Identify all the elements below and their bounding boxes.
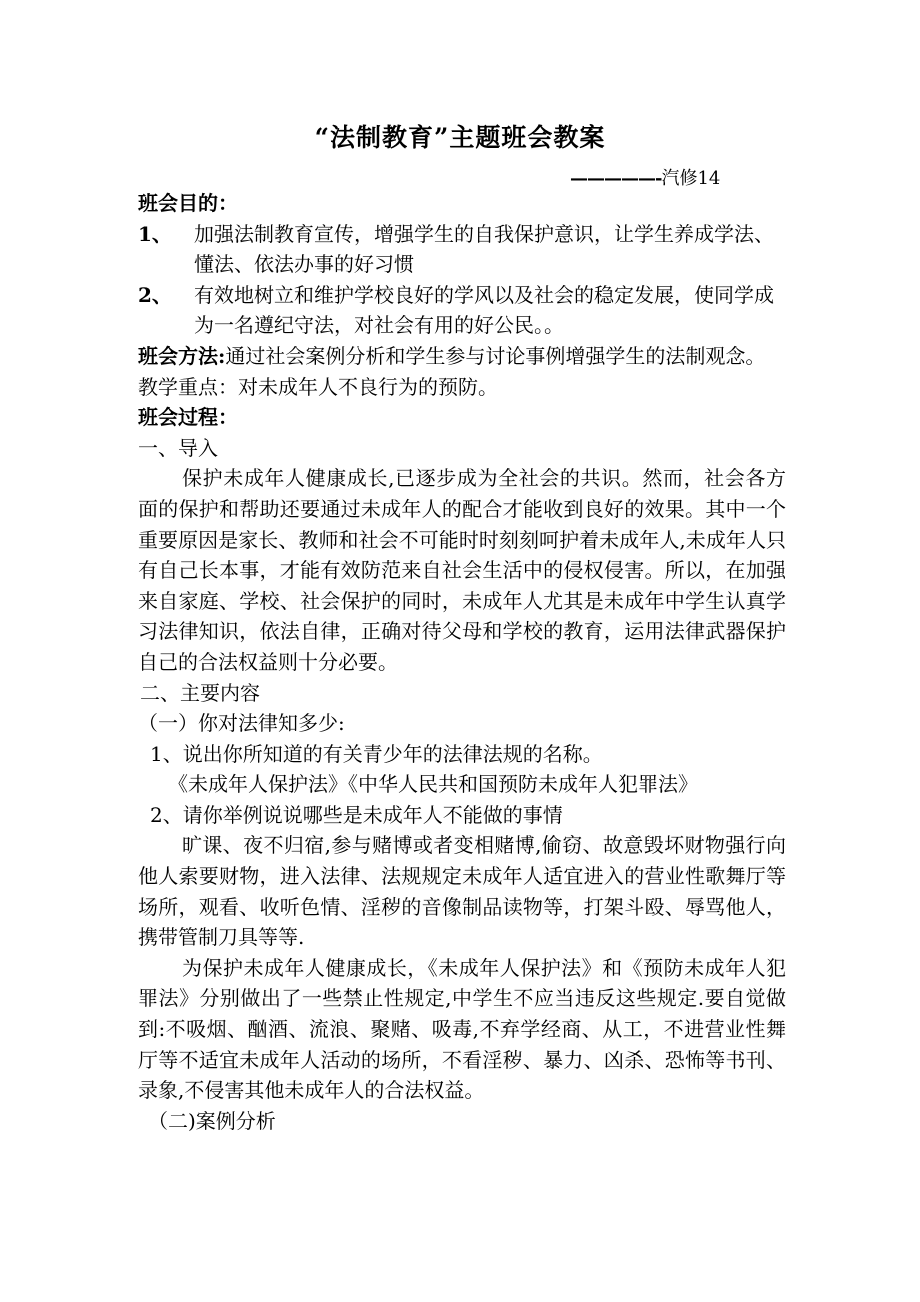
question-2-answer: 旷课、夜不归宿,参与赌博或者变相赌博,偷窃、故意毁坏财物强行向他人索要财物，进入法律、法规规定未成年人适宜进入的营业性歌舞厅等场所，观看、收听色情、淫秽的音像制品读物等，打架斗殴、辱骂他人，携带管制刀具等等.	[138, 833, 786, 950]
protect-paragraph: 为保护未成年人健康成长，《未成年人保护法》和《预防未成年人犯罪法》分别做出了一些禁止性规定,中学生不应当违反这些规定.要自觉做到:不吸烟、酗酒、流浪、聚赌、吸毒,不弃学经商、从工，不进营业性舞厅等不适宜未成年人活动的场所，不看淫秽、暴力、凶杀、恐怖等书刊、录象,不侵害其他未成年人的合法权益。	[138, 955, 786, 1103]
question-1-answer: 《未成年人保护法》《中华人民共和国预防未成年人犯罪法》	[168, 772, 698, 797]
question-1: 1、说出你所知道的有关青少年的法律法规的名称。	[150, 741, 603, 766]
author-dash: —————-	[570, 168, 662, 189]
author-class: 汽修14	[661, 168, 721, 189]
intro-heading: 一、导入	[138, 435, 218, 460]
purpose-item-1-num: 1、	[138, 221, 172, 246]
method-paragraph	[138, 341, 786, 372]
intro-paragraph: 保护未成年人健康成长,已逐步成为全社会的共识。然而，社会各方面的保护和帮助还要通过未成年人的配合才能收到良好的效果。其中一个重要原因是家长、教师和社会不可能时时刻刻呵护着未成年人,未成年人只有自己长本事，才能有效防范来自社会生活中的侵权侵害。所以，在加强来自家庭、学校、社会保护的同时，未成年人尤其是未成年中学生认真学习法律知识，依法自律，正确对待父母和学校的教育，运用法律武器保护自己的合法权益则十分必要。	[138, 466, 786, 674]
method-label: 班会方法:	[138, 343, 226, 368]
purpose-item-2	[138, 280, 786, 341]
purpose-item-2-text: 有效地树立和维护学校良好的学风以及社会的稳定发展，使同学成为一名遵纪守法，对社会有用的好公民。。	[194, 282, 774, 338]
purpose-item-1	[138, 219, 786, 280]
method-text: 通过社会案例分析和学生参与讨论事例增强学生的法制观念。	[225, 343, 766, 368]
sub1-heading: （一）你对法律知多少:	[138, 711, 345, 736]
document-author	[570, 164, 720, 190]
focus-line: 教学重点：对未成年人不良行为的预防。	[138, 374, 498, 399]
purpose-item-2-num: 2、	[138, 282, 172, 307]
main-heading: 二、主要内容	[140, 680, 260, 705]
question-2: 2、请你举例说说哪些是未成年人不能做的事情	[150, 802, 563, 827]
document-title: “法制教育”主题班会教案	[314, 123, 606, 152]
sub2-heading: （二)案例分析	[148, 1108, 276, 1133]
purpose-item-1-text: 加强法制教育宣传，增强学生的自我保护意识，让学生养成学法、懂法、依法办事的好习惯	[194, 221, 774, 277]
purpose-heading: 班会目的：	[138, 191, 238, 215]
document-body	[138, 188, 786, 1136]
process-heading: 班会过程：	[138, 405, 238, 430]
